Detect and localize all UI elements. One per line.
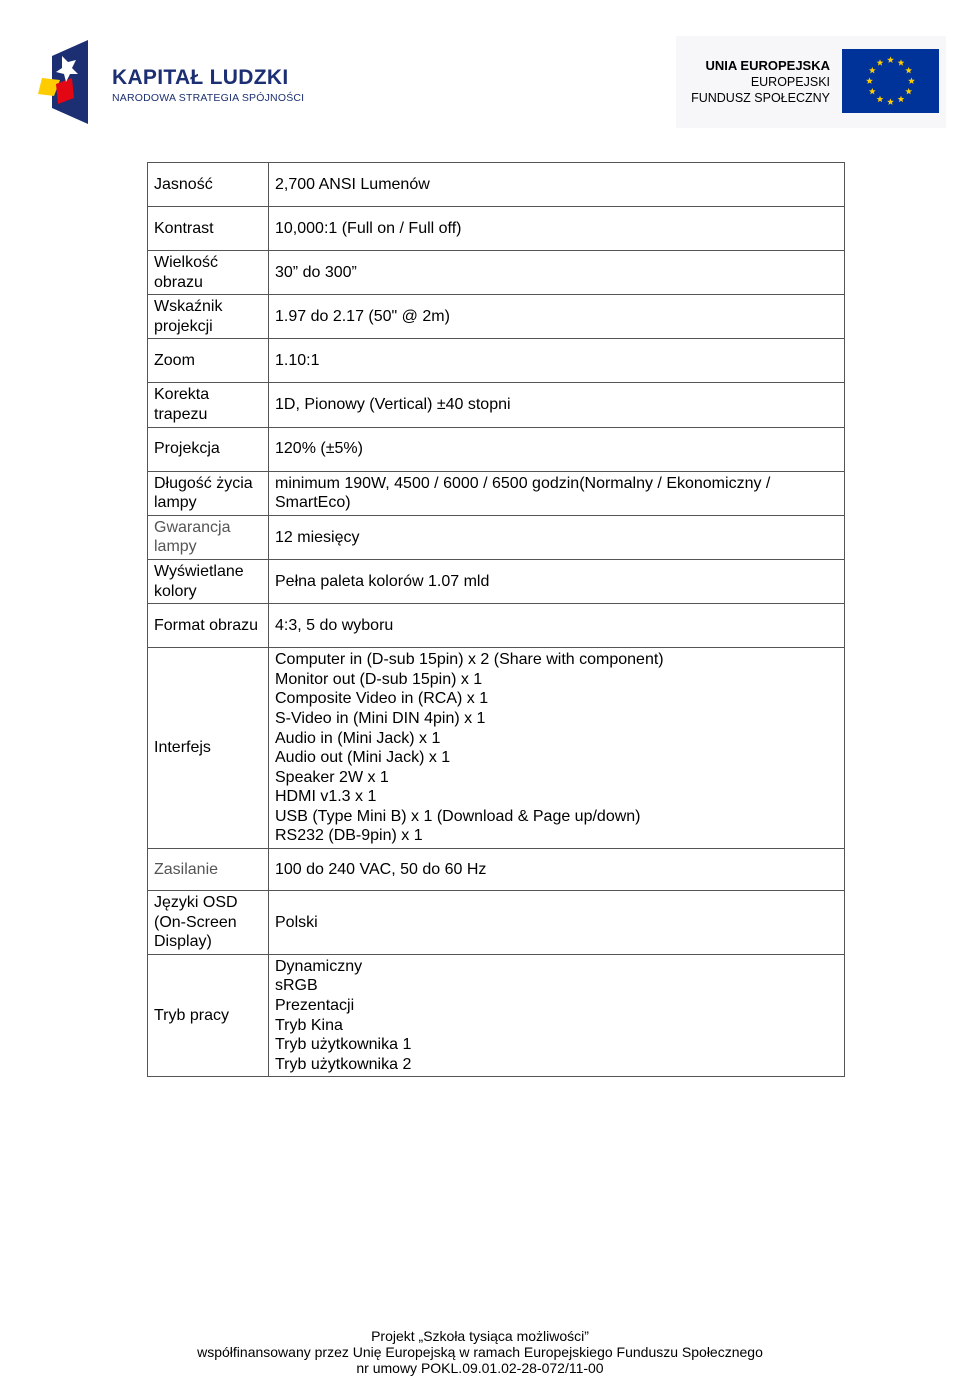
table-row — [148, 471, 845, 515]
eu-star-icon — [905, 88, 912, 95]
footer-line-2: współfinansowany przez Unię Europejską w ramach Europejskiego Funduszu Społecznego — [197, 1344, 763, 1360]
table-row — [148, 251, 845, 295]
row-value: 2,700 ANSI Lumenów — [269, 163, 845, 207]
table-row — [148, 604, 845, 648]
eu-flag-icon — [842, 49, 939, 113]
row-value: 120% (±5%) — [269, 427, 845, 471]
eu-star-icon — [898, 96, 905, 103]
table-row — [148, 891, 845, 955]
ue-line-1: UNIA EUROPEJSKA — [705, 58, 830, 73]
row-label: Projekcja — [148, 427, 269, 471]
table-row — [148, 339, 845, 383]
row-label: Zasilanie — [148, 849, 269, 891]
eu-star-icon — [869, 88, 876, 95]
eu-star-icon — [869, 67, 876, 74]
row-value: 10,000:1 (Full on / Full off) — [269, 207, 845, 251]
table-row — [148, 954, 845, 1077]
row-label: Format obrazu — [148, 604, 269, 648]
table-row — [148, 515, 845, 559]
row-value: 1D, Pionowy (Vertical) ±40 stopni — [269, 383, 845, 427]
kapital-ludzki-title: KAPITAŁ LUDZKI — [112, 66, 289, 89]
spec-table — [147, 162, 845, 1077]
ue-line-3: FUNDUSZ SPOŁECZNY — [691, 91, 830, 105]
row-label: Korekta trapezu — [148, 383, 269, 427]
row-label: Tryb pracy — [148, 954, 269, 1077]
row-label: Długość życia lampy — [148, 471, 269, 515]
table-row — [148, 383, 845, 427]
table-row — [148, 559, 845, 603]
row-value: 4:3, 5 do wyboru — [269, 604, 845, 648]
table-row — [148, 163, 845, 207]
page-footer — [0, 1328, 960, 1376]
kapital-ludzki-subtitle: NARODOWA STRATEGIA SPÓJNOŚCI — [112, 92, 305, 104]
table-row — [148, 207, 845, 251]
footer-line-1: Projekt „Szkoła tysiąca możliwości” — [371, 1328, 589, 1344]
row-label: Jasność — [148, 163, 269, 207]
eu-star-icon — [898, 59, 905, 66]
ue-line-2: EUROPEJSKI — [750, 75, 830, 89]
table-row — [148, 295, 845, 339]
table-row — [148, 427, 845, 471]
footer-line-3: nr umowy POKL.09.01.02-28-072/11-00 — [356, 1360, 604, 1376]
eu-star-icon — [887, 56, 894, 63]
row-value: Polski — [269, 891, 845, 955]
row-label: Gwarancja lampy — [148, 515, 269, 559]
eu-star-icon — [908, 77, 915, 84]
eu-star-icon — [866, 77, 873, 84]
kapital-ludzki-logo — [38, 38, 308, 128]
kapital-ludzki-emblem-icon — [38, 38, 108, 128]
row-value: minimum 190W, 4500 / 6000 / 6500 godzin(Normalny / Ekonomiczny / SmartEco) — [269, 471, 845, 515]
row-label: Wyświetlane kolory — [148, 559, 269, 603]
table-row — [148, 648, 845, 849]
eu-star-icon — [877, 59, 884, 66]
row-value: 1.97 do 2.17 (50" @ 2m) — [269, 295, 845, 339]
row-label: Zoom — [148, 339, 269, 383]
row-label: Kontrast — [148, 207, 269, 251]
row-value: 12 miesięcy — [269, 515, 845, 559]
row-value: 1.10:1 — [269, 339, 845, 383]
unia-europejska-logo — [676, 36, 946, 128]
row-value: 30” do 300” — [269, 251, 845, 295]
row-label: Interfejs — [148, 648, 269, 849]
row-label: Języki OSD (On-Screen Display) — [148, 891, 269, 955]
row-label: Wskaźnik projekcji — [148, 295, 269, 339]
table-row — [148, 849, 845, 891]
row-value: Dynamiczny sRGB Prezentacji Tryb Kina Tryb użytkownika 1 Tryb użytkownika 2 — [269, 954, 845, 1077]
eu-star-icon — [877, 96, 884, 103]
row-value: Pełna paleta kolorów 1.07 mld — [269, 559, 845, 603]
row-value: Computer in (D-sub 15pin) x 2 (Share with component) Monitor out (D-sub 15pin) x 1 Composite Video in (RCA) x 1 S-Video in (Mini DIN 4pin) x 1 Audio in (Mini Jack) x 1 Audio out (Mini Jack) x 1 Speaker 2W x 1 HDMI v1.3 x 1 USB (Type Mini B) x 1 (Download & Page up/down) RS232 (DB-9pin) x 1 — [269, 648, 845, 849]
row-label: Wielkość obrazu — [148, 251, 269, 295]
row-value: 100 do 240 VAC, 50 do 60 Hz — [269, 849, 845, 891]
eu-star-icon — [905, 67, 912, 74]
eu-star-icon — [887, 98, 894, 105]
